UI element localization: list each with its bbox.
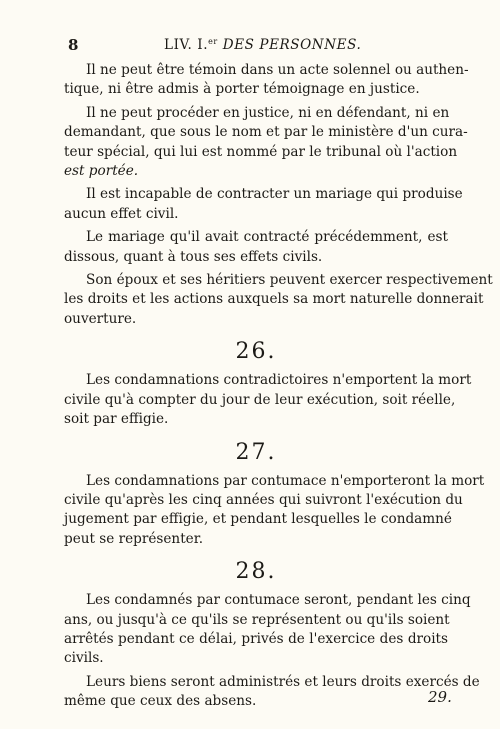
- running-title-section: DES PERSONNES.: [222, 37, 362, 53]
- text-line: Leurs biens seront administrés et leurs droits exercés de: [86, 673, 480, 690]
- paragraph: [64, 591, 471, 669]
- text-line: Il est incapable de contracter un mariage qui produise: [86, 186, 463, 203]
- paragraph: [64, 472, 485, 550]
- text-line: Il ne peut procéder en justice, ni en défendant, ni en: [86, 104, 450, 121]
- text-line: Le mariage qu'il avait contracté précédemment, est: [86, 229, 448, 246]
- text-line: aucun effet civil.: [64, 205, 179, 222]
- text-line: Les condamnations contradictoires n'emportent la mort: [86, 372, 472, 389]
- text-line: jugement par effigie, et pendant lesquelles le condamné: [64, 511, 452, 528]
- running-title-superscript: er: [208, 37, 218, 46]
- body-text: [64, 61, 493, 716]
- text-line: Les condamnés par contumace seront, pendant les cinq: [86, 592, 471, 609]
- paragraph: [64, 104, 468, 182]
- text-line: peut se représenter.: [64, 530, 204, 547]
- text-line: civils.: [64, 650, 104, 667]
- text-line: Il ne peut être témoin dans un acte solennel ou authen-: [86, 62, 469, 78]
- paragraph: [64, 673, 480, 712]
- text-line: teur spécial, qui lui est nommé par le tribunal où l'action: [64, 143, 458, 160]
- catchword: 29.: [428, 688, 452, 706]
- paragraph: [64, 228, 448, 267]
- text-line: dissous, quant à tous ses effets civils.: [64, 248, 323, 265]
- text-line: Les condamnations par contumace n'emporteront la mort: [86, 472, 485, 489]
- text-line: civile qu'après les cinq années qui suivront l'exécution du: [64, 491, 463, 508]
- text-line: arrêtés pendant ce délai, privés de l'exercice des droits: [64, 630, 448, 647]
- paragraph: [64, 185, 463, 224]
- text-line: tique, ni être admis à porter témoignage en justice.: [64, 81, 420, 98]
- paragraph: [64, 371, 472, 429]
- paragraph: [64, 61, 469, 100]
- text-line: les droits et les actions auxquels sa mort naturelle donnerait: [64, 291, 484, 308]
- text-line: est portée.: [64, 163, 139, 180]
- text-line: soit par effigie.: [64, 411, 169, 428]
- text-line: même que ceux des absens.: [64, 693, 257, 710]
- page-number: 8: [68, 36, 79, 54]
- article-number: 26.: [235, 339, 277, 365]
- text-line: civile qu'à compter du jour de leur exécution, soit réelle,: [64, 391, 456, 408]
- paragraph: [64, 271, 493, 329]
- page-header: [68, 36, 448, 56]
- running-title: [164, 37, 361, 53]
- text-line: ans, ou jusqu'à ce qu'ils se représentent ou qu'ils soient: [64, 611, 450, 628]
- running-title-book: LIV. I.: [164, 37, 209, 53]
- text-line: Son époux et ses héritiers peuvent exercer respectivement: [86, 272, 493, 289]
- text-line: demandant, que sous le nom et par le ministère d'un cura-: [64, 124, 468, 141]
- article-number: 28.: [235, 559, 277, 585]
- text-line: ouverture.: [64, 310, 137, 327]
- article-number: 27.: [235, 439, 277, 465]
